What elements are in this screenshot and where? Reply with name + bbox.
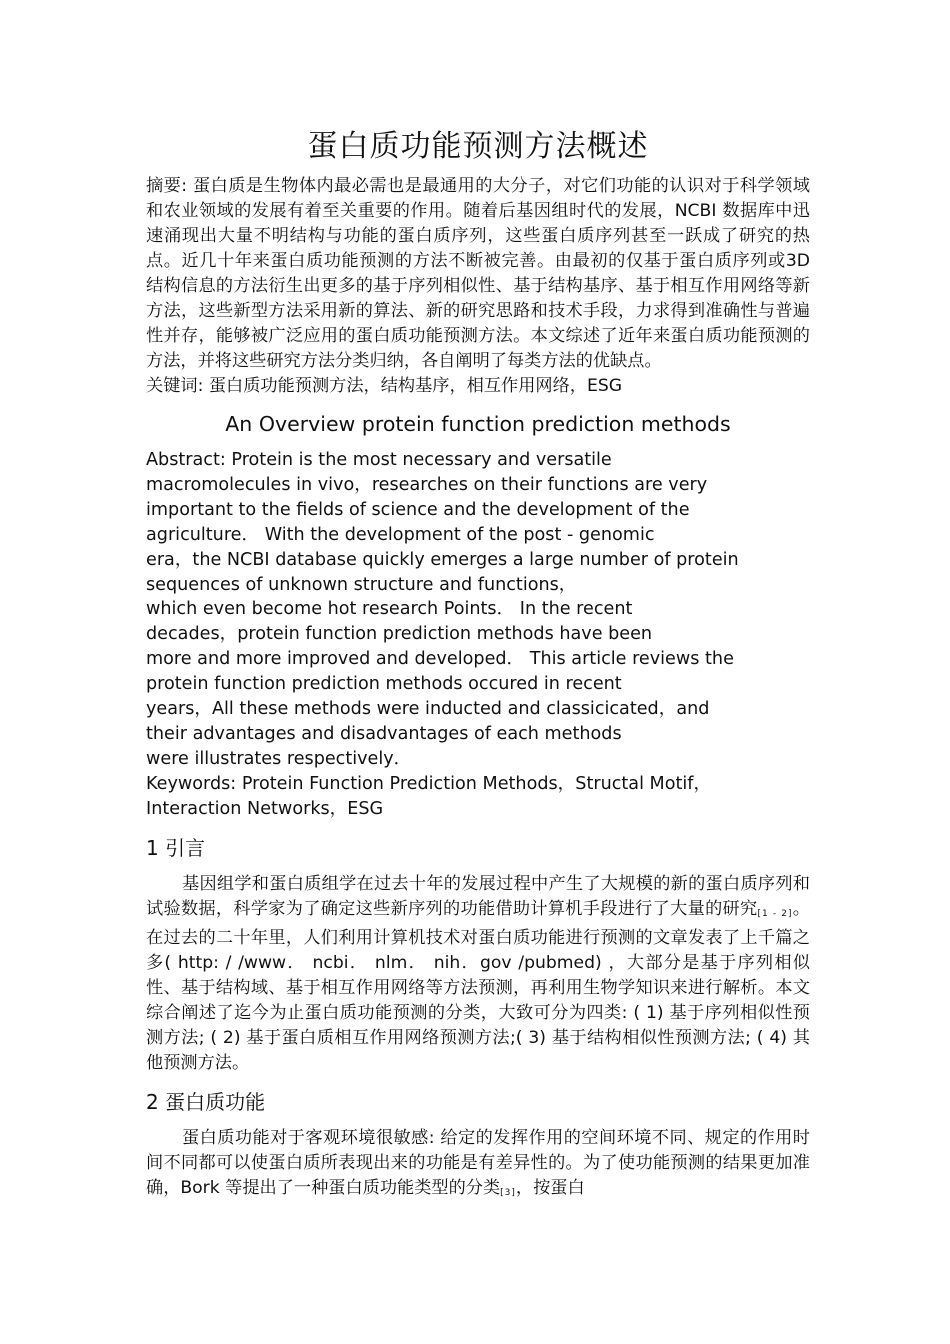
intro-text-1: 基因组学和蛋白质组学在过去十年的发展过程中产生了大规模的新的蛋白质序列和试验数据，科学家为了确定这些新序列的功能借助计算机手段进行了大量的研究 [146,873,810,919]
abstract-en-text: Protein is the most necessary and versatile macromolecules in vivo，researches on their functions are very important to the fields of science and the development of the agriculture． With the development of the post - genomic era，the NCBI database quickly emerges a large number of protein sequences of unknown structure and functions， which even become hot research Points． In the recent decades，protein function prediction methods have been more and more improved and developed． This article reviews the protein function prediction methods occured in recent years，All these methods were inducted and classicicated，and their advantages and disadvantages of each methods were illustrates respectively． [146,450,739,769]
abstract-zh-label: 摘要: [146,176,188,196]
abstract-en [146,448,810,772]
keywords-zh-text: 蛋白质功能预测方法，结构基序，相互作用网络，ESG [208,376,623,396]
keywords-zh [146,374,810,399]
keywords-en [146,772,810,822]
protein-function-text-1: 蛋白质功能对于客观环境很敏感: 给定的发挥作用的空间环境不同、规定的作用时间不同都可以使蛋白质所表现出来的功能是有差异性的。为了使功能预测的结果更加准确，Bork 等提出了一种蛋白质功能类型的分类 [146,1127,810,1198]
citation-ref: [1 - 2] [757,908,793,919]
citation-ref: [3] [500,1187,516,1198]
paper-title: 蛋白质功能预测方法概述 [307,129,649,164]
section-heading-intro: 1 引言 [146,835,206,860]
english-title: An Overview protein function prediction methods [225,412,731,436]
section-heading-protein-function: 2 蛋白质功能 [146,1089,266,1114]
keywords-en-label: Keywords: [146,773,237,794]
section-intro-paragraph [146,872,810,1076]
intro-text-2: 。在过去的二十年里，人们利用计算机技术对蛋白质功能进行预测的文章发表了上千篇之多( http: / /www． ncbi． nlm． nih．gov /pubmed) ，大部分是基于序列相似性、基于结构域、基于相互作用网络等方法预测，再利用生物学知识来进行解析。本文综合阐述了迄今为止蛋白质功能预测的分类，大致可分为四类: ( 1) 基于序列相似性预测方法; ( 2) 基于蛋白质相互作用网络预测方法;( 3) 基于结构相似性预测方法; ( 4) 其他预测方法。 [146,898,810,1073]
paper-page [146,124,810,1206]
abstract-zh [146,174,810,374]
keywords-en-text: Protein Function Prediction Methods，Structal Motif， Interaction Networks，ESG [146,773,712,819]
protein-function-text-2: ，按蛋白 [515,1177,585,1198]
abstract-zh-text: 蛋白质是生物体内最必需也是最通用的大分子，对它们功能的认识对于科学领域和农业领域的发展有着至关重要的作用。随着后基因组时代的发展，NCBI 数据库中迅速涌现出大量不明结构与功能的蛋白质序列，这些蛋白质序列甚至一跃成了研究的热点。近几十年来蛋白质功能预测的方法不断被完善。由最初的仅基于蛋白质序列或3D 结构信息的方法衍生出更多的基于序列相似性、基于结构基序、基于相互作用网络等新方法，这些新型方法采用新的算法、新的研究思路和技术手段，力求得到准确性与普遍性并存，能够被广泛应用的蛋白质功能预测方法。本文综述了近年来蛋白质功能预测的方法，并将这些研究方法分类归纳，各自阐明了每类方法的优缺点。 [146,176,810,371]
keywords-zh-label: 关键词: [146,376,204,396]
abstract-en-label: Abstract: [146,450,226,470]
section-protein-function-paragraph [146,1126,810,1206]
